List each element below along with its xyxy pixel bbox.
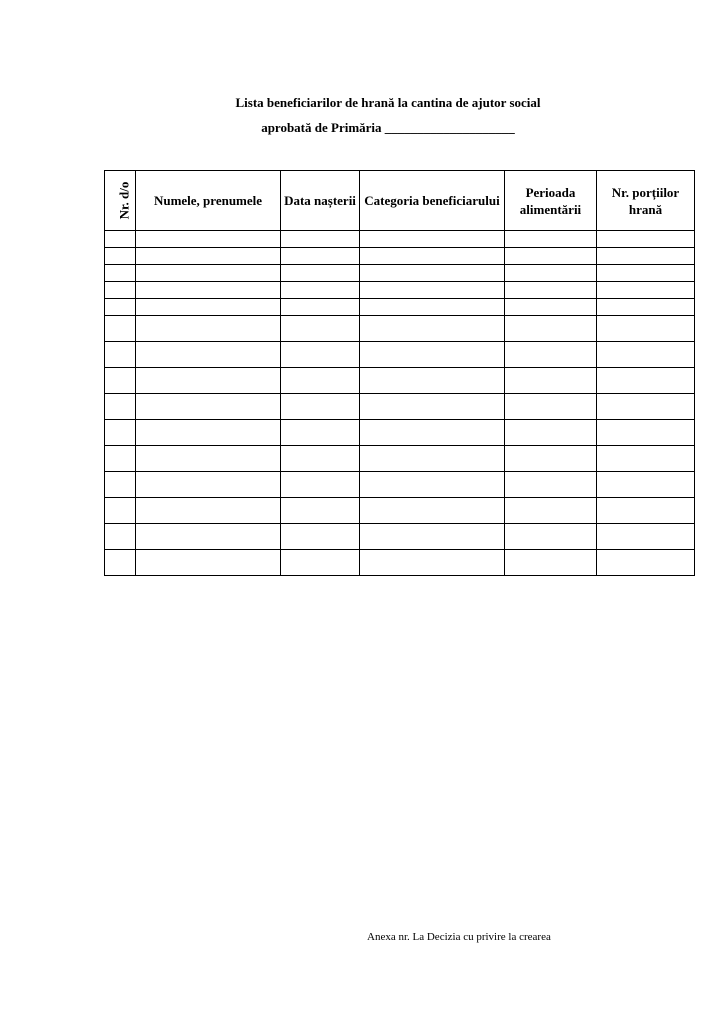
table-cell[interactable] bbox=[281, 498, 360, 524]
table-row bbox=[105, 265, 695, 282]
table-row bbox=[105, 248, 695, 265]
table-cell[interactable] bbox=[597, 550, 695, 576]
table-cell[interactable] bbox=[597, 498, 695, 524]
table-cell[interactable] bbox=[597, 282, 695, 299]
table-cell[interactable] bbox=[136, 299, 281, 316]
table-cell[interactable] bbox=[505, 524, 597, 550]
table-cell[interactable] bbox=[505, 282, 597, 299]
table-row bbox=[105, 342, 695, 368]
table-cell[interactable] bbox=[505, 368, 597, 394]
table-cell[interactable] bbox=[505, 550, 597, 576]
header-category: Categoria beneficiarului bbox=[360, 171, 505, 231]
table-cell[interactable] bbox=[597, 420, 695, 446]
table-cell[interactable] bbox=[105, 550, 136, 576]
footer-note: Anexa nr. La Decizia cu privire la crearea bbox=[367, 931, 551, 943]
table-cell[interactable] bbox=[136, 524, 281, 550]
table-cell[interactable] bbox=[105, 299, 136, 316]
table-cell[interactable] bbox=[105, 265, 136, 282]
table-header-row bbox=[105, 171, 695, 231]
table-cell[interactable] bbox=[360, 472, 505, 498]
table-cell[interactable] bbox=[360, 446, 505, 472]
table-cell[interactable] bbox=[505, 316, 597, 342]
table-cell[interactable] bbox=[505, 472, 597, 498]
table-cell[interactable] bbox=[505, 265, 597, 282]
table-cell[interactable] bbox=[136, 446, 281, 472]
table-cell[interactable] bbox=[136, 498, 281, 524]
header-name: Numele, prenumele bbox=[136, 171, 281, 231]
table-cell[interactable] bbox=[281, 368, 360, 394]
table-cell[interactable] bbox=[505, 248, 597, 265]
table-cell[interactable] bbox=[597, 446, 695, 472]
table-cell[interactable] bbox=[105, 498, 136, 524]
table-cell[interactable] bbox=[360, 342, 505, 368]
header-birth-date: Data nașterii bbox=[281, 171, 360, 231]
table-row bbox=[105, 420, 695, 446]
table-cell[interactable] bbox=[597, 342, 695, 368]
table-cell[interactable] bbox=[505, 446, 597, 472]
table-row bbox=[105, 472, 695, 498]
table-cell[interactable] bbox=[505, 498, 597, 524]
table-cell[interactable] bbox=[136, 248, 281, 265]
table-cell[interactable] bbox=[597, 248, 695, 265]
table-cell[interactable] bbox=[597, 524, 695, 550]
table-cell[interactable] bbox=[281, 342, 360, 368]
table-cell[interactable] bbox=[281, 446, 360, 472]
table-cell[interactable] bbox=[281, 282, 360, 299]
table-cell[interactable] bbox=[360, 420, 505, 446]
table-cell[interactable] bbox=[360, 231, 505, 248]
table-cell[interactable] bbox=[281, 394, 360, 420]
table-cell[interactable] bbox=[360, 316, 505, 342]
document-title: Lista beneficiarilor de hrană la cantina de ajutor social bbox=[235, 95, 541, 110]
table-cell[interactable] bbox=[136, 368, 281, 394]
table-cell[interactable] bbox=[281, 265, 360, 282]
table-cell[interactable] bbox=[360, 550, 505, 576]
table-row bbox=[105, 282, 695, 299]
beneficiaries-table bbox=[104, 170, 695, 576]
table-cell[interactable] bbox=[597, 299, 695, 316]
table-cell[interactable] bbox=[105, 316, 136, 342]
header-period: Perioada alimentării bbox=[505, 171, 597, 231]
table-cell[interactable] bbox=[136, 282, 281, 299]
table-cell[interactable] bbox=[281, 316, 360, 342]
table-body bbox=[105, 231, 695, 576]
table-cell[interactable] bbox=[360, 248, 505, 265]
document-subtitle: aprobată de Primăria ____________________ bbox=[261, 120, 515, 135]
table-cell[interactable] bbox=[136, 316, 281, 342]
table-cell[interactable] bbox=[105, 394, 136, 420]
table-cell[interactable] bbox=[505, 420, 597, 446]
table-cell[interactable] bbox=[281, 524, 360, 550]
table-cell[interactable] bbox=[597, 368, 695, 394]
table-cell[interactable] bbox=[360, 498, 505, 524]
table-cell[interactable] bbox=[105, 472, 136, 498]
table-cell[interactable] bbox=[105, 524, 136, 550]
table-cell[interactable] bbox=[281, 299, 360, 316]
table-cell[interactable] bbox=[505, 342, 597, 368]
table-cell[interactable] bbox=[281, 472, 360, 498]
table-cell[interactable] bbox=[281, 248, 360, 265]
table-cell[interactable] bbox=[136, 420, 281, 446]
table-cell[interactable] bbox=[136, 231, 281, 248]
table-cell[interactable] bbox=[136, 550, 281, 576]
table-cell[interactable] bbox=[360, 265, 505, 282]
table-cell[interactable] bbox=[360, 394, 505, 420]
table-cell[interactable] bbox=[505, 299, 597, 316]
table-cell[interactable] bbox=[597, 265, 695, 282]
table-cell[interactable] bbox=[505, 394, 597, 420]
table-cell[interactable] bbox=[105, 342, 136, 368]
table-cell[interactable] bbox=[136, 472, 281, 498]
table-cell[interactable] bbox=[281, 231, 360, 248]
table-cell[interactable] bbox=[281, 550, 360, 576]
table-row bbox=[105, 316, 695, 342]
table-cell[interactable] bbox=[136, 342, 281, 368]
table-row bbox=[105, 231, 695, 248]
table-cell[interactable] bbox=[136, 265, 281, 282]
table-cell[interactable] bbox=[505, 231, 597, 248]
table-cell[interactable] bbox=[136, 394, 281, 420]
table-cell[interactable] bbox=[281, 420, 360, 446]
table-row bbox=[105, 446, 695, 472]
table-cell[interactable] bbox=[105, 282, 136, 299]
table-cell[interactable] bbox=[105, 248, 136, 265]
header-nr-do bbox=[105, 171, 136, 231]
table-row bbox=[105, 299, 695, 316]
table-cell[interactable] bbox=[597, 394, 695, 420]
table-row bbox=[105, 524, 695, 550]
table-cell[interactable] bbox=[597, 472, 695, 498]
table-cell[interactable] bbox=[105, 446, 136, 472]
table-cell[interactable] bbox=[105, 368, 136, 394]
table-row bbox=[105, 394, 695, 420]
table-cell[interactable] bbox=[360, 299, 505, 316]
table-cell[interactable] bbox=[105, 420, 136, 446]
header-portions: Nr. porțiilor hrană bbox=[597, 171, 695, 231]
table-cell[interactable] bbox=[597, 316, 695, 342]
table-row bbox=[105, 550, 695, 576]
table-cell[interactable] bbox=[360, 282, 505, 299]
table-row bbox=[105, 498, 695, 524]
table-cell[interactable] bbox=[105, 231, 136, 248]
table-cell[interactable] bbox=[597, 231, 695, 248]
table-cell[interactable] bbox=[360, 524, 505, 550]
table-row bbox=[105, 368, 695, 394]
header-label: Nr. d/o bbox=[116, 181, 132, 220]
table-cell[interactable] bbox=[360, 368, 505, 394]
